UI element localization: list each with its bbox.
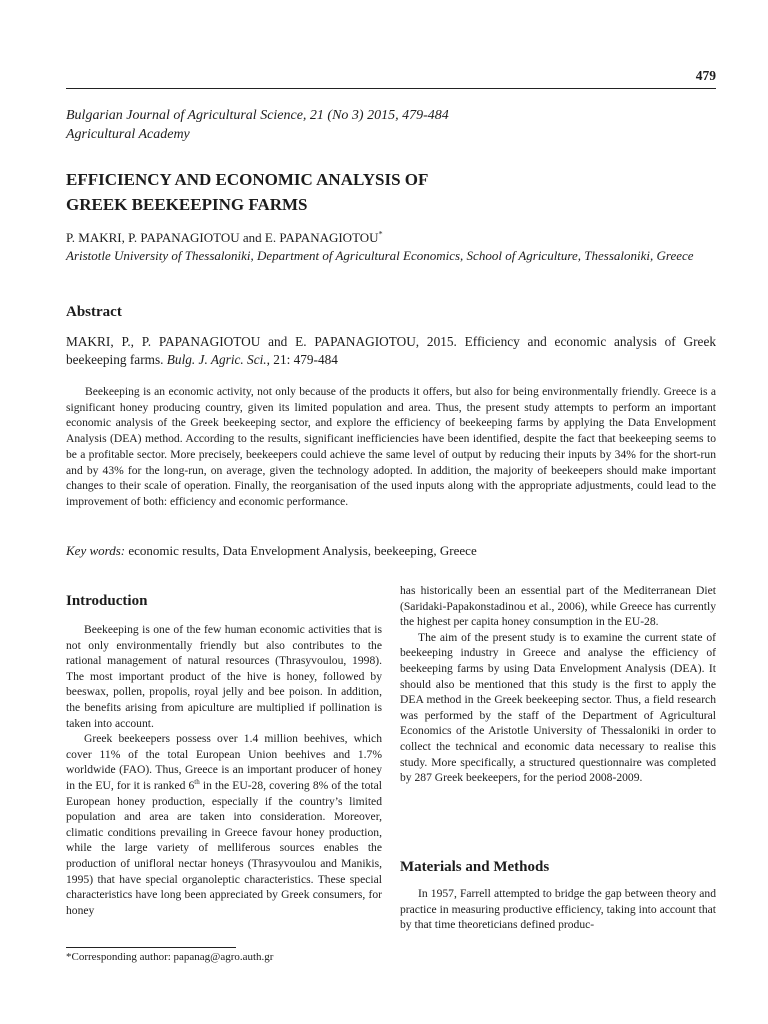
left-column <box>66 622 382 918</box>
intro-paragraph-2 <box>66 731 382 918</box>
header-rule <box>66 88 716 89</box>
intro-paragraph-2-start: Greek beekeepers possess over 1.4 million beehives, which cover 11% of the total European Union beehives and 1.7% worldwide (FAO). Thus, Greece is an important producer of honey in the EU, for it is ranked 6 <box>66 732 382 792</box>
citation-volume: , 21: 479-484 <box>266 352 338 367</box>
intro-paragraph-2-end: in the EU-28, covering 8% of the total European honey production, especially if the country’s limited population and area are taken into consideration. Moreover, climatic conditions prevailing in Greece favour honey production, while the large variety of melliferous sources enables the production of unifloral nectar honeys (Thrasyvoulou and Manikis, 1995) that have special organoleptic characteristics. These special characteristics have long been appreciated by Greek consumers, for honey <box>66 778 383 917</box>
footnote-rule <box>66 947 236 948</box>
citation-text: MAKRI, P., P. PAPANAGIOTOU and E. PAPANAGIOTOU, 2015. Efficiency and economic analysis of Greek beekeeping farms. <box>66 334 716 367</box>
keywords-text: economic results, Data Envelopment Analysis, beekeeping, Greece <box>128 543 477 558</box>
article-citation <box>66 333 716 369</box>
publisher-name: Agricultural Academy <box>66 127 190 142</box>
title-line-1: EFFICIENCY AND ECONOMIC ANALYSIS OF <box>66 170 429 189</box>
corresponding-author-footnote: *Corresponding author: papanag@agro.auth.gr <box>66 951 274 963</box>
title-line-2: GREEK BEEKEEPING FARMS <box>66 195 308 214</box>
abstract-heading: Abstract <box>66 304 122 320</box>
author-list <box>66 229 716 246</box>
abstract-body: Beekeeping is an economic activity, not only because of the products it offers, but also for being environmentally friendly. Greece is a significant honey producing country, given its limited population and area. Thus, the present study attempts to perform an important economic analysis of the Greek beekeeping sector, and explore the efficiency of beekeeping farms by applying the Data Envelopment Analysis (DEA) method. According to the results, significant inefficiencies have been identified, despite the fact that beekeeping seems to be a profitable sector. More precisely, beekeepers could achieve the same level of output by reducing their inputs by 34% for the short-run and by 43% for the long-run, on average, given the technology adopted. In addition, the majority of beekeepers should make important changes to their scale of operation. Finally, the reorganisation of the used inputs along with the appropriate adjustments, could lead to the improvement of both: efficiency and economic performance. <box>66 385 716 508</box>
introduction-heading: Introduction <box>66 593 148 609</box>
author-affiliation: Aristotle University of Thessaloniki, Department of Agricultural Economics, School of Agriculture, Thessaloniki, Greece <box>66 248 694 263</box>
intro-paragraph-3: The aim of the present study is to examine the current state of beekeeping industry in Greece and analyse the efficiency of beekeeping farms by using Data Envelopment Analysis (DEA). It should also be mentioned that this study is the first to apply the DEA method in the Greek beekeeping sector. Thus, a field research was performed by the staff of the Department of Agricultural Economics of the Aristotle University of Thessaloniki in order to collect the technical and economic data necessary to realise this study. More specifically, a structured questionnaire was completed by 287 Greek beekeepers, for the period 2008-2009. <box>400 630 716 785</box>
right-column <box>400 583 716 786</box>
ordinal-suffix: th <box>194 778 200 787</box>
journal-header <box>66 106 716 144</box>
corresponding-author-marker: * <box>378 229 383 239</box>
author-names: P. MAKRI, P. PAPANAGIOTOU and E. PAPANAGIOTOU <box>66 230 379 245</box>
page-number: 479 <box>695 68 716 83</box>
keywords-line <box>66 542 716 560</box>
article-title <box>66 167 716 217</box>
citation-journal: Bulg. J. Agric. Sci. <box>166 352 267 367</box>
journal-citation: Bulgarian Journal of Agricultural Science, 21 (No 3) 2015, 479-484 <box>66 108 449 123</box>
methods-heading: Materials and Methods <box>400 859 550 875</box>
methods-paragraph-1: In 1957, Farrell attempted to bridge the gap between theory and practice in measuring productive efficiency, taking into account that by that time theoreticians defined produc- <box>400 887 716 932</box>
intro-paragraph-1: Beekeeping is one of the few human economic activities that is not only environmentally friendly but also contributes to the rational management of natural resources (Thrasyvoulou, 1998). The most important product of the hive is honey, followed by beeswax, pollen, propolis, royal jelly and bee poison. In addition, the benefits arising from apiculture are multiplied if pollination is taken into account. <box>66 623 382 730</box>
intro-paragraph-2-continued: has historically been an essential part of the Mediterranean Diet (Saridaki-Papakonstadinou et al., 2006), while Greece has currently the highest per capita honey consumption in the EU-28. <box>400 584 716 629</box>
keywords-label: Key words: <box>66 543 126 558</box>
methods-column <box>400 886 716 933</box>
